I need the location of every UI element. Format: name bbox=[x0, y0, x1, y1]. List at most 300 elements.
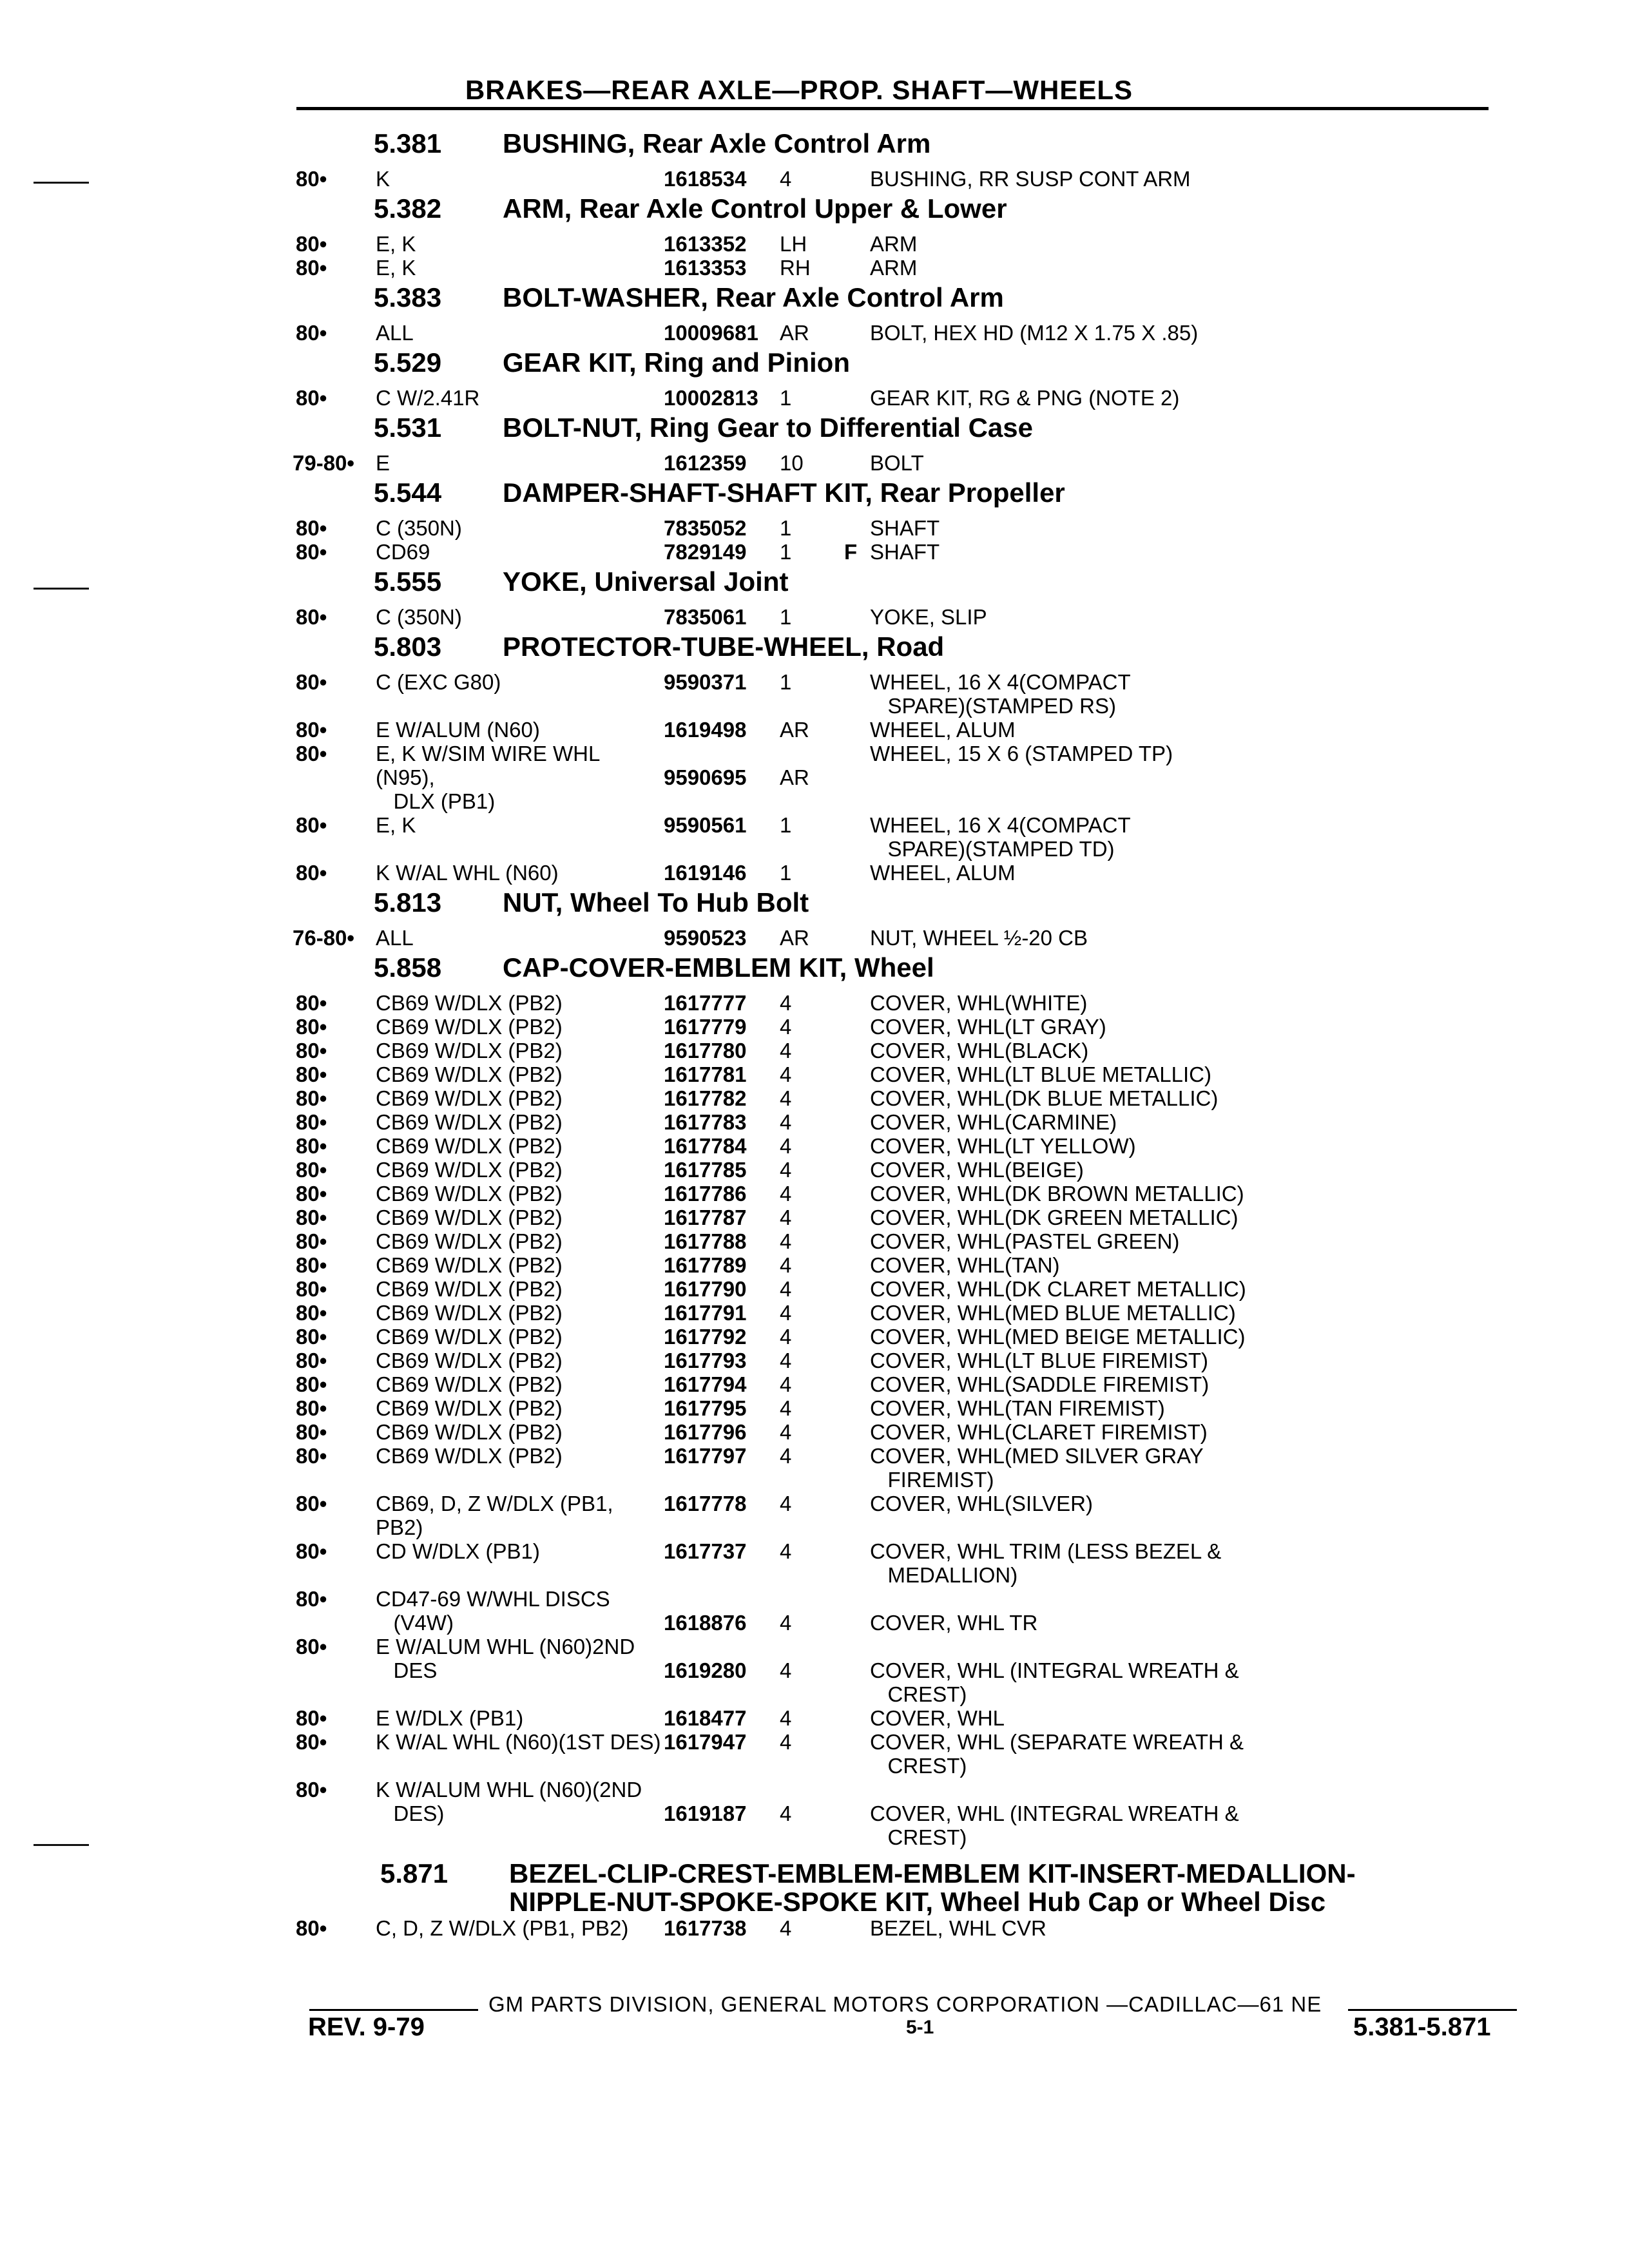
application: CB69 W/DLX (PB2) bbox=[376, 1158, 563, 1182]
part-number: 1617789 bbox=[664, 1253, 747, 1277]
part-row bbox=[296, 232, 1521, 256]
part-number: 9590695 bbox=[664, 765, 747, 789]
binder-mark-middle bbox=[34, 588, 89, 590]
part-row bbox=[296, 1372, 1521, 1396]
application: CB69 W/DLX (PB2) bbox=[376, 1253, 563, 1277]
quantity: 4 bbox=[780, 1253, 792, 1277]
application: E W/ALUM WHL (N60)2ND DES bbox=[376, 1635, 635, 1682]
part-row bbox=[296, 718, 1521, 742]
application: E, K bbox=[376, 813, 416, 837]
application: C (EXC G80) bbox=[376, 670, 501, 694]
note-code bbox=[844, 1086, 870, 1110]
note-code bbox=[844, 1277, 870, 1301]
part-description: WHEEL, 16 X 4(COMPACT SPARE)(STAMPED RS) bbox=[870, 670, 1131, 718]
part-row bbox=[296, 1301, 1521, 1325]
part-description: COVER, WHL(MED BLUE METALLIC) bbox=[870, 1301, 1236, 1325]
note-code bbox=[844, 321, 870, 345]
quantity: LH bbox=[780, 232, 807, 256]
section-number: 5.529 bbox=[374, 347, 442, 378]
catalog-section bbox=[296, 477, 1521, 564]
binder-mark-top bbox=[34, 182, 89, 184]
model-years: 80• bbox=[296, 1587, 327, 1611]
part-number: 1619498 bbox=[664, 718, 747, 742]
part-description: BEZEL, WHL CVR bbox=[870, 1916, 1046, 1940]
page-number: 5-1 bbox=[906, 2017, 934, 2038]
model-years: 80• bbox=[296, 540, 327, 564]
catalog-section bbox=[296, 566, 1521, 629]
catalog-section bbox=[296, 1852, 1521, 1940]
note-code bbox=[844, 232, 870, 256]
section-heading bbox=[296, 412, 1521, 451]
quantity: 4 bbox=[780, 1277, 792, 1301]
part-row bbox=[296, 1253, 1521, 1277]
part-description: BOLT, HEX HD (M12 X 1.75 X .85) bbox=[870, 321, 1199, 345]
section-number: 5.871 bbox=[380, 1858, 448, 1888]
part-number: 1618477 bbox=[664, 1706, 747, 1730]
part-number: 1619280 bbox=[664, 1658, 747, 1682]
part-number: 1619146 bbox=[664, 861, 747, 885]
application: CB69 W/DLX (PB2) bbox=[376, 1349, 563, 1372]
note-code bbox=[844, 926, 870, 950]
part-number: 1619187 bbox=[664, 1802, 747, 1825]
note-code: F bbox=[844, 540, 858, 564]
quantity: RH bbox=[780, 256, 811, 280]
section-title: PROTECTOR-TUBE-WHEEL, Road bbox=[503, 631, 945, 662]
section-title: BOLT-NUT, Ring Gear to Differential Case bbox=[503, 412, 1033, 443]
part-description: YOKE, SLIP bbox=[870, 605, 987, 629]
model-years: 80• bbox=[296, 742, 327, 765]
note-code bbox=[844, 1134, 870, 1158]
model-years: 80• bbox=[296, 1015, 327, 1039]
part-description: COVER, WHL(DK BROWN METALLIC) bbox=[870, 1182, 1244, 1206]
note-code bbox=[844, 1039, 870, 1062]
model-years: 80• bbox=[296, 1253, 327, 1277]
model-years: 80• bbox=[296, 516, 327, 540]
section-title: DAMPER-SHAFT-SHAFT KIT, Rear Propeller bbox=[503, 477, 1065, 508]
part-description: COVER, WHL(BLACK) bbox=[870, 1039, 1089, 1062]
note-code bbox=[844, 861, 870, 885]
application: CB69 W/DLX (PB2) bbox=[376, 1301, 563, 1325]
part-description: BUSHING, RR SUSP CONT ARM bbox=[870, 167, 1191, 191]
part-description: COVER, WHL(LT BLUE METALLIC) bbox=[870, 1062, 1211, 1086]
part-number: 1617796 bbox=[664, 1420, 747, 1444]
part-number: 1617782 bbox=[664, 1086, 747, 1110]
note-code bbox=[844, 386, 870, 410]
application: CB69 W/DLX (PB2) bbox=[376, 1039, 563, 1062]
application: K W/AL WHL (N60)(1ST DES) bbox=[376, 1730, 661, 1754]
note-code bbox=[844, 670, 870, 718]
application: CB69 W/DLX (PB2) bbox=[376, 1086, 563, 1110]
revision-label: REV. 9-79 bbox=[308, 2013, 425, 2041]
part-number: 1617777 bbox=[664, 991, 747, 1015]
application: CD69 bbox=[376, 540, 430, 564]
model-years: 80• bbox=[296, 1206, 327, 1229]
part-number: 1617783 bbox=[664, 1110, 747, 1134]
part-row bbox=[296, 605, 1521, 629]
application: E W/DLX (PB1) bbox=[376, 1706, 524, 1730]
part-number: 1617794 bbox=[664, 1372, 747, 1396]
quantity: AR bbox=[780, 718, 809, 742]
part-description: COVER, WHL(DK BLUE METALLIC) bbox=[870, 1086, 1219, 1110]
section-heading bbox=[296, 193, 1521, 232]
section-heading bbox=[296, 887, 1521, 926]
part-row bbox=[296, 1039, 1521, 1062]
section-heading bbox=[296, 128, 1521, 167]
model-years: 80• bbox=[296, 1706, 327, 1730]
part-row bbox=[296, 1206, 1521, 1229]
note-code bbox=[844, 1015, 870, 1039]
application: E W/ALUM (N60) bbox=[376, 718, 540, 742]
footer-publisher: GM PARTS DIVISION, GENERAL MOTORS CORPORATION —CADILLAC—61 NE bbox=[488, 1992, 1322, 2016]
part-description: COVER, WHL(MED SILVER GRAY FIREMIST) bbox=[870, 1444, 1204, 1492]
part-description: ARM bbox=[870, 256, 918, 280]
quantity: 4 bbox=[780, 1492, 792, 1515]
note-code bbox=[844, 1206, 870, 1229]
part-row bbox=[296, 386, 1521, 410]
quantity: 4 bbox=[780, 1420, 792, 1444]
note-code bbox=[844, 1325, 870, 1349]
header-rule bbox=[296, 107, 1489, 110]
quantity: 4 bbox=[780, 1086, 792, 1110]
model-years: 76-80• bbox=[293, 926, 354, 950]
page-header: BRAKES—REAR AXLE—PROP. SHAFT—WHEELS bbox=[465, 75, 1133, 105]
note-code bbox=[844, 1916, 870, 1940]
model-years: 80• bbox=[296, 718, 327, 742]
part-row bbox=[296, 516, 1521, 540]
note-code bbox=[844, 1253, 870, 1277]
part-number: 1617792 bbox=[664, 1325, 747, 1349]
part-description: WHEEL, ALUM bbox=[870, 861, 1016, 885]
note-code bbox=[844, 1229, 870, 1253]
model-years: 79-80• bbox=[293, 451, 354, 475]
catalog-section bbox=[293, 412, 1521, 475]
application: CB69 W/DLX (PB2) bbox=[376, 1062, 563, 1086]
section-title: ARM, Rear Axle Control Upper & Lower bbox=[503, 193, 1007, 224]
part-row bbox=[296, 321, 1521, 345]
part-description: COVER, WHL(WHITE) bbox=[870, 991, 1088, 1015]
part-row bbox=[296, 742, 1521, 813]
part-number: 1617779 bbox=[664, 1015, 747, 1039]
part-description: COVER, WHL(MED BEIGE METALLIC) bbox=[870, 1325, 1246, 1349]
part-row bbox=[296, 1110, 1521, 1134]
catalog-section bbox=[296, 193, 1521, 280]
note-code bbox=[844, 1182, 870, 1206]
note-code bbox=[844, 1587, 870, 1635]
model-years: 80• bbox=[296, 167, 327, 191]
application: CB69 W/DLX (PB2) bbox=[376, 1420, 563, 1444]
quantity: 4 bbox=[780, 1372, 792, 1396]
application: CB69 W/DLX (PB2) bbox=[376, 1206, 563, 1229]
part-description: COVER, WHL (INTEGRAL WREATH & CREST) bbox=[870, 1658, 1239, 1706]
part-row bbox=[296, 1349, 1521, 1372]
part-number: 1613353 bbox=[664, 256, 747, 280]
quantity: 4 bbox=[780, 1062, 792, 1086]
note-code bbox=[844, 1635, 870, 1706]
quantity: AR bbox=[780, 926, 809, 950]
part-description: COVER, WHL(LT YELLOW) bbox=[870, 1134, 1136, 1158]
part-row bbox=[296, 1444, 1521, 1492]
part-description: COVER, WHL (SEPARATE WREATH & CREST) bbox=[870, 1730, 1244, 1778]
section-heading bbox=[296, 477, 1521, 516]
note-code bbox=[844, 813, 870, 861]
quantity: 10 bbox=[780, 451, 804, 475]
footer-rule-left bbox=[309, 2009, 478, 2011]
model-years: 80• bbox=[296, 1229, 327, 1253]
part-number: 1617785 bbox=[664, 1158, 747, 1182]
quantity: 4 bbox=[780, 1349, 792, 1372]
model-years: 80• bbox=[296, 1110, 327, 1134]
section-title: YOKE, Universal Joint bbox=[503, 566, 789, 597]
part-number: 10009681 bbox=[664, 321, 758, 345]
section-title: BUSHING, Rear Axle Control Arm bbox=[503, 128, 931, 159]
part-description: COVER, WHL(LT GRAY) bbox=[870, 1015, 1106, 1039]
section-heading bbox=[296, 952, 1521, 991]
part-row bbox=[296, 1182, 1521, 1206]
application: C (350N) bbox=[376, 516, 462, 540]
model-years: 80• bbox=[296, 813, 327, 837]
application: C (350N) bbox=[376, 605, 462, 629]
section-heading bbox=[296, 1852, 1521, 1916]
note-code bbox=[844, 1706, 870, 1730]
section-heading bbox=[296, 566, 1521, 605]
model-years: 80• bbox=[296, 1158, 327, 1182]
note-code bbox=[844, 451, 870, 475]
note-code bbox=[844, 991, 870, 1015]
section-range: 5.381-5.871 bbox=[1353, 2013, 1491, 2041]
quantity: 1 bbox=[780, 670, 792, 694]
section-title: CAP-COVER-EMBLEM KIT, Wheel bbox=[503, 952, 934, 983]
part-row bbox=[296, 1539, 1521, 1587]
section-number: 5.531 bbox=[374, 412, 442, 443]
quantity: 4 bbox=[780, 991, 792, 1015]
part-row bbox=[296, 1229, 1521, 1253]
part-row bbox=[296, 1396, 1521, 1420]
quantity: 4 bbox=[780, 1658, 792, 1682]
application: K W/ALUM WHL (N60)(2ND DES) bbox=[376, 1778, 642, 1825]
part-number: 1617791 bbox=[664, 1301, 747, 1325]
part-row bbox=[296, 1492, 1521, 1539]
section-number: 5.555 bbox=[374, 566, 442, 597]
application: CB69 W/DLX (PB2) bbox=[376, 1396, 563, 1420]
model-years: 80• bbox=[296, 256, 327, 280]
quantity: 4 bbox=[780, 1182, 792, 1206]
application: CD W/DLX (PB1) bbox=[376, 1539, 540, 1563]
model-years: 80• bbox=[296, 386, 327, 410]
model-years: 80• bbox=[296, 1372, 327, 1396]
model-years: 80• bbox=[296, 1396, 327, 1420]
model-years: 80• bbox=[296, 1730, 327, 1754]
part-description: COVER, WHL(PASTEL GREEN) bbox=[870, 1229, 1180, 1253]
part-row bbox=[296, 1158, 1521, 1182]
section-heading bbox=[296, 631, 1521, 670]
part-description: WHEEL, 15 X 6 (STAMPED TP) bbox=[870, 742, 1173, 765]
application: CB69 W/DLX (PB2) bbox=[376, 1325, 563, 1349]
part-description: SHAFT bbox=[870, 540, 940, 564]
part-row bbox=[296, 167, 1521, 191]
part-row bbox=[296, 670, 1521, 718]
section-number: 5.813 bbox=[374, 887, 442, 918]
application: E, K W/SIM WIRE WHL (N95), DLX (PB1) bbox=[376, 742, 600, 813]
model-years: 80• bbox=[296, 1916, 327, 1940]
part-number: 1617787 bbox=[664, 1206, 747, 1229]
model-years: 80• bbox=[296, 1492, 327, 1515]
quantity: 4 bbox=[780, 1444, 792, 1468]
application: C, D, Z W/DLX (PB1, PB2) bbox=[376, 1916, 629, 1940]
part-number: 1617778 bbox=[664, 1492, 747, 1515]
model-years: 80• bbox=[296, 1086, 327, 1110]
part-number: 1617738 bbox=[664, 1916, 747, 1940]
part-number: 7829149 bbox=[664, 540, 747, 564]
part-number: 1617795 bbox=[664, 1396, 747, 1420]
catalog-section bbox=[296, 631, 1521, 885]
note-code bbox=[844, 1492, 870, 1539]
application: CB69 W/DLX (PB2) bbox=[376, 1110, 563, 1134]
note-code bbox=[844, 1372, 870, 1396]
part-row bbox=[296, 1635, 1521, 1706]
note-code bbox=[844, 1539, 870, 1587]
application: E, K bbox=[376, 256, 416, 280]
section-number: 5.803 bbox=[374, 631, 442, 662]
catalog-section bbox=[296, 347, 1521, 410]
part-description: COVER, WHL(CLARET FIREMIST) bbox=[870, 1420, 1208, 1444]
part-number: 1617790 bbox=[664, 1277, 747, 1301]
part-number: 10002813 bbox=[664, 386, 758, 410]
section-number: 5.858 bbox=[374, 952, 442, 983]
note-code bbox=[844, 1110, 870, 1134]
part-description: SHAFT bbox=[870, 516, 940, 540]
quantity: 4 bbox=[780, 167, 792, 191]
part-description: COVER, WHL(TAN FIREMIST) bbox=[870, 1396, 1165, 1420]
part-description: WHEEL, ALUM bbox=[870, 718, 1016, 742]
part-description: COVER, WHL(CARMINE) bbox=[870, 1110, 1117, 1134]
note-code bbox=[844, 1349, 870, 1372]
note-code bbox=[844, 516, 870, 540]
part-row bbox=[296, 813, 1521, 861]
application: CB69, D, Z W/DLX (PB1, PB2) bbox=[376, 1492, 619, 1539]
quantity: 4 bbox=[780, 1134, 792, 1158]
section-number: 5.382 bbox=[374, 193, 442, 224]
part-row bbox=[296, 540, 1521, 564]
part-description: COVER, WHL TR bbox=[870, 1611, 1038, 1635]
part-row bbox=[296, 1015, 1521, 1039]
application: CD47-69 W/WHL DISCS (V4W) bbox=[376, 1587, 610, 1635]
model-years: 80• bbox=[296, 1301, 327, 1325]
part-number: 1617793 bbox=[664, 1349, 747, 1372]
part-row bbox=[296, 1730, 1521, 1778]
quantity: 1 bbox=[780, 605, 792, 629]
part-number: 1617737 bbox=[664, 1539, 747, 1563]
part-description: COVER, WHL bbox=[870, 1706, 1005, 1730]
part-number: 7835052 bbox=[664, 516, 747, 540]
part-number: 7835061 bbox=[664, 605, 747, 629]
binder-mark-bottom bbox=[34, 1844, 89, 1846]
application: CB69 W/DLX (PB2) bbox=[376, 1229, 563, 1253]
application: C W/2.41R bbox=[376, 386, 480, 410]
quantity: 1 bbox=[780, 813, 792, 837]
quantity: AR bbox=[780, 765, 809, 789]
quantity: 4 bbox=[780, 1110, 792, 1134]
part-description: COVER, WHL(TAN) bbox=[870, 1253, 1060, 1277]
model-years: 80• bbox=[296, 1325, 327, 1349]
part-description: COVER, WHL(LT BLUE FIREMIST) bbox=[870, 1349, 1209, 1372]
note-code bbox=[844, 1158, 870, 1182]
application: CB69 W/DLX (PB2) bbox=[376, 1182, 563, 1206]
note-code bbox=[844, 605, 870, 629]
section-number: 5.383 bbox=[374, 282, 442, 312]
part-number: 1618534 bbox=[664, 167, 747, 191]
note-code bbox=[844, 742, 870, 813]
model-years: 80• bbox=[296, 321, 327, 345]
application: E bbox=[376, 451, 390, 475]
application: CB69 W/DLX (PB2) bbox=[376, 1134, 563, 1158]
part-description: COVER, WHL(SADDLE FIREMIST) bbox=[870, 1372, 1210, 1396]
part-number: 9590523 bbox=[664, 926, 747, 950]
part-row bbox=[296, 1325, 1521, 1349]
quantity: 4 bbox=[780, 1158, 792, 1182]
quantity: 4 bbox=[780, 1706, 792, 1730]
part-description: COVER, WHL(DK GREEN METALLIC) bbox=[870, 1206, 1239, 1229]
part-description: COVER, WHL TRIM (LESS BEZEL & MEDALLION) bbox=[870, 1539, 1222, 1587]
section-heading bbox=[296, 347, 1521, 386]
catalog-section bbox=[296, 282, 1521, 345]
part-number: 1617784 bbox=[664, 1134, 747, 1158]
part-number: 1613352 bbox=[664, 232, 747, 256]
application: ALL bbox=[376, 926, 414, 950]
part-row bbox=[296, 1086, 1521, 1110]
quantity: 4 bbox=[780, 1396, 792, 1420]
part-description: COVER, WHL (INTEGRAL WREATH & CREST) bbox=[870, 1802, 1239, 1849]
quantity: 1 bbox=[780, 540, 792, 564]
quantity: 4 bbox=[780, 1611, 792, 1635]
catalog-section bbox=[296, 128, 1521, 191]
model-years: 80• bbox=[296, 1182, 327, 1206]
part-description: COVER, WHL(SILVER) bbox=[870, 1492, 1093, 1515]
quantity: 4 bbox=[780, 1730, 792, 1754]
application: CB69 W/DLX (PB2) bbox=[376, 991, 563, 1015]
quantity: 4 bbox=[780, 1206, 792, 1229]
model-years: 80• bbox=[296, 1039, 327, 1062]
part-row bbox=[296, 991, 1521, 1015]
note-code bbox=[844, 1396, 870, 1420]
application: CB69 W/DLX (PB2) bbox=[376, 1277, 563, 1301]
model-years: 80• bbox=[296, 1134, 327, 1158]
part-description: WHEEL, 16 X 4(COMPACT SPARE)(STAMPED TD) bbox=[870, 813, 1131, 861]
model-years: 80• bbox=[296, 1539, 327, 1563]
note-code bbox=[844, 1301, 870, 1325]
note-code bbox=[844, 1444, 870, 1492]
part-number: 1617781 bbox=[664, 1062, 747, 1086]
footer-rule-right bbox=[1348, 2009, 1517, 2011]
quantity: AR bbox=[780, 321, 809, 345]
application: CB69 W/DLX (PB2) bbox=[376, 1015, 563, 1039]
model-years: 80• bbox=[296, 1778, 327, 1802]
part-row bbox=[293, 451, 1521, 475]
part-number: 1618876 bbox=[664, 1611, 747, 1635]
part-description: COVER, WHL(BEIGE) bbox=[870, 1158, 1084, 1182]
section-title: NUT, Wheel To Hub Bolt bbox=[503, 887, 809, 918]
section-number: 5.381 bbox=[374, 128, 442, 159]
part-description: ARM bbox=[870, 232, 918, 256]
application: K W/AL WHL (N60) bbox=[376, 861, 559, 885]
quantity: 4 bbox=[780, 1325, 792, 1349]
note-code bbox=[844, 256, 870, 280]
part-row bbox=[296, 1916, 1521, 1940]
note-code bbox=[844, 1062, 870, 1086]
model-years: 80• bbox=[296, 605, 327, 629]
part-row bbox=[296, 1778, 1521, 1849]
model-years: 80• bbox=[296, 1277, 327, 1301]
section-title: BEZEL-CLIP-CREST-EMBLEM-EMBLEM KIT-INSERT-MEDALLION- NIPPLE-NUT-SPOKE-SPOKE KIT, Wheel Hub Cap or Wheel Disc bbox=[509, 1858, 1356, 1917]
